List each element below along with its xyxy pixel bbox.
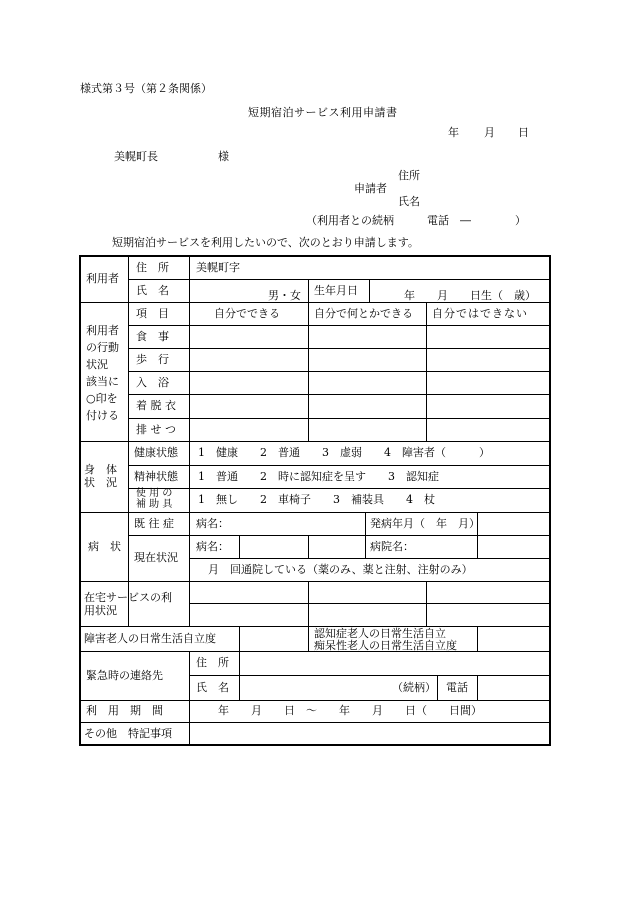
behavior-label-2: の行動 <box>86 341 119 354</box>
dementia-independence-label-2: 痴呆性老人の日常生活自立度 <box>314 639 457 652</box>
history-label: 既 往 症 <box>134 517 174 530</box>
date-month: 月 <box>484 126 495 139</box>
honorific: 様 <box>218 150 229 163</box>
user-address-label: 住 所 <box>136 261 169 274</box>
behavior-label-4: 該当に <box>86 375 119 388</box>
relation-phone: （利用者との続柄 電話 ― ） <box>306 214 526 227</box>
gender-choice: 男・女 <box>268 289 301 302</box>
home-service-label-1: 在宅サービスの利 <box>84 591 172 604</box>
current-disease-name: 病名： <box>196 540 229 553</box>
onset-date: 発病年月（ 年 月） <box>370 517 480 530</box>
history-disease-name: 病名： <box>196 517 229 530</box>
user-name-label: 氏 名 <box>136 284 169 297</box>
col-somehow: 自分で何とかできる <box>314 307 413 320</box>
period-label: 利 用 期 間 <box>86 704 163 717</box>
emergency-address-label: 住 所 <box>196 656 229 669</box>
elderly-independence-label: 障害老人の日常生活自立度 <box>84 632 216 645</box>
item-toileting: 排 せ つ <box>136 423 176 436</box>
health-options: 1 健康 2 普通 3 虚弱 4 障害者（ ） <box>198 446 490 459</box>
emergency-relation: （続柄） <box>392 681 436 694</box>
illness-label: 病 状 <box>88 540 121 553</box>
emergency-name-label: 氏 名 <box>196 681 229 694</box>
item-eating: 食 事 <box>136 330 169 343</box>
item-header: 項 目 <box>136 307 169 320</box>
applicant-address-label: 住所 <box>398 169 420 182</box>
addressee: 美幌町長 <box>114 150 158 163</box>
item-bathing: 入 浴 <box>136 376 169 389</box>
date-year: 年 <box>448 126 459 139</box>
dementia-independence-label-1: 認知症老人の日常生活自立 <box>314 627 446 640</box>
aid-options: 1 無し 2 車椅子 3 補装具 4 杖 <box>198 493 435 506</box>
birth-value: 年 月 日生（ 歳） <box>404 289 536 302</box>
mental-label: 精神状態 <box>134 470 178 483</box>
item-dressing: 着 脱 衣 <box>136 399 176 412</box>
behavior-label-5: ○印を <box>86 392 118 405</box>
col-can-do: 自分でできる <box>214 307 280 320</box>
hospital-name: 病院名： <box>370 540 414 553</box>
body-label-1: 身 体 <box>84 463 117 476</box>
emergency-phone: 電話 <box>446 681 468 694</box>
aid-label-2: 補 助 具 <box>136 499 173 510</box>
birth-label: 生年月日 <box>314 284 358 297</box>
page-title: 短期宿泊サービス利用申請書 <box>248 106 398 119</box>
col-cannot: 自分ではできない <box>432 307 528 320</box>
mental-options: 1 普通 2 時に認知症を呈す 3 認知症 <box>198 470 439 483</box>
behavior-label-3: 状況 <box>86 358 108 371</box>
health-label: 健康状態 <box>134 446 178 459</box>
form-number: 様式第３号（第２条関係） <box>80 82 212 95</box>
emergency-label: 緊急時の連絡先 <box>86 669 163 682</box>
current-label: 現在状況 <box>134 551 178 564</box>
aid-label-1: 使 用 の <box>136 488 173 499</box>
date-day: 日 <box>518 126 529 139</box>
user-label: 利用者 <box>86 272 119 285</box>
item-walking: 歩 行 <box>136 353 169 366</box>
body-label-2: 状 況 <box>84 476 117 489</box>
notes-label: その他 特記事項 <box>84 727 172 740</box>
home-service-label-2: 用状況 <box>84 604 117 617</box>
applicant-label: 申請者 <box>354 182 387 195</box>
intro-text: 短期宿泊サービスを利用したいので、次のとおり申請します。 <box>112 236 419 249</box>
behavior-label-1: 利用者 <box>86 324 119 337</box>
user-address-value: 美幌町字 <box>196 261 240 274</box>
visit-frequency: 月 回通院している（薬のみ、薬と注射、注射のみ） <box>208 563 473 576</box>
behavior-label-6: 付ける <box>86 409 119 422</box>
applicant-name-label: 氏名 <box>398 195 420 208</box>
period-value: 年 月 日 ～ 年 月 日（ 日間） <box>218 704 482 717</box>
